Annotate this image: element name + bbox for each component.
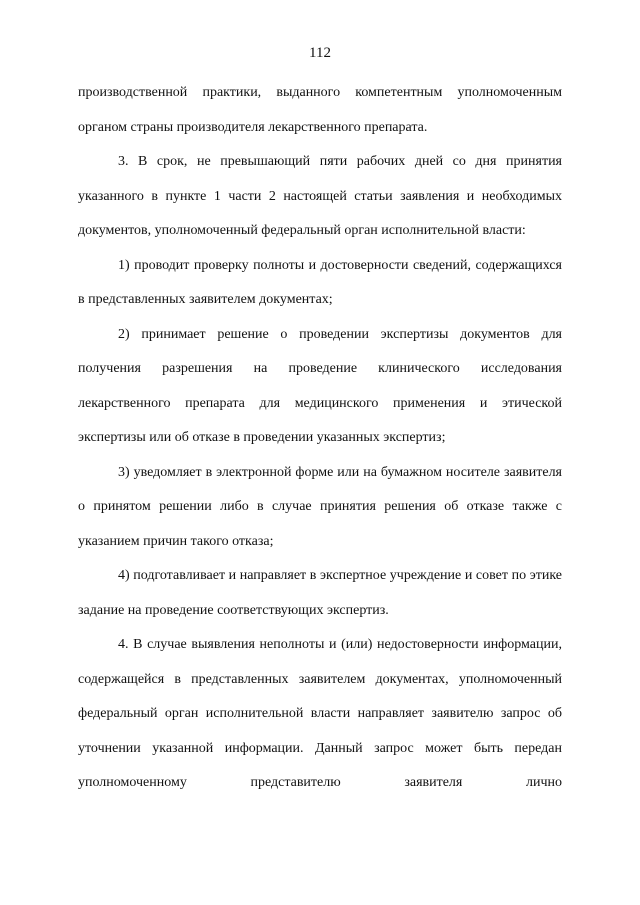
- paragraph-subitem-1: 1) проводит проверку полноты и достоверности сведений, содержащихся в представленных заявителем документах;: [78, 257, 562, 307]
- page-number: 112: [309, 45, 331, 61]
- paragraph-subitem-3: 3) уведомляет в электронной форме или на бумажном носителе заявителя о принятом решении либо в случае принятия решения об отказе также с указанием причин такого отказа;: [78, 464, 562, 549]
- paragraph-item-3: 3. В срок, не превышающий пяти рабочих дней со дня принятия указанного в пункте 1 части 2 настоящей статьи заявления и необходимых документов, уполномоченный федеральный орган исполнительной власти:: [78, 154, 562, 238]
- paragraph-subitem-4: 4) подготавливает и направляет в экспертное учреждение и совет по этике задание на проведение соответствующих экспертиз.: [78, 568, 562, 618]
- paragraph-item-4: 4. В случае выявления неполноты и (или) недостоверности информации, содержащейся в представленных заявителем документах, уполномоченный федеральный орган исполнительной власти направляет заявителю запрос об уточнении указанной информации. Данный запрос может быть передан уполномоченному представителю заявителя лично: [78, 637, 562, 790]
- paragraph-subitem-2: 2) принимает решение о проведении экспертизы документов для получения разрешения на проведение клинического исследования лекарственного препарата для медицинского применения и этической экспертизы или об отказе в проведении указанных экспертиз;: [78, 326, 562, 445]
- paragraph-continuation: производственной практики, выданного компетентным уполномоченным органом страны производителя лекарственного препарата.: [78, 85, 562, 135]
- document-body: [78, 76, 562, 801]
